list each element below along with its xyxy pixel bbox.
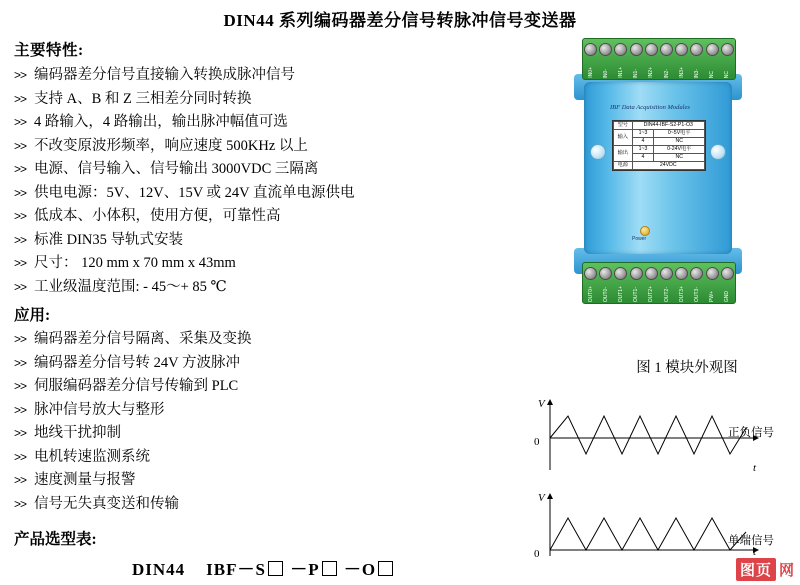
bullet-icon: >> (14, 332, 27, 346)
bullet-icon: >> (14, 256, 27, 270)
model-code-line (132, 555, 395, 580)
list-item (14, 64, 454, 88)
axis-label-voltage: V (538, 492, 545, 504)
list-item-label: 供电电源：5V、12V、15V 或 24V 直流单电源供电 (34, 184, 355, 201)
waveform-label: 正负信号 (728, 427, 774, 439)
list-item (14, 252, 454, 276)
model-code-3: －O (343, 560, 377, 579)
page-title: DIN44 系列编码器差分信号转脉冲信号变送器 (223, 11, 577, 30)
table-row (614, 122, 705, 130)
model-option-box-2 (322, 561, 337, 576)
screw-icon (721, 43, 734, 56)
axis-label-time: t (752, 462, 756, 474)
nameplate-value: 0~5V电平 (654, 130, 705, 138)
screw-icon (721, 267, 734, 280)
bullet-icon: >> (14, 162, 27, 176)
terminal-label: OUT0- (602, 287, 609, 302)
axis-label-time: t (752, 546, 756, 558)
table-row (614, 146, 705, 154)
list-item (14, 182, 454, 206)
bottom-terminal-screws (583, 265, 735, 281)
screw-icon (645, 43, 658, 56)
screw-icon (706, 43, 719, 56)
terminal-label: OUT1- (633, 287, 640, 302)
terminal-label: IN0+ (587, 67, 594, 78)
left-content-column (14, 38, 454, 516)
screw-icon (614, 267, 627, 280)
nameplate-channel: 4 (632, 138, 654, 146)
model-code-2: －P (290, 560, 320, 579)
model-option-box-3 (378, 561, 393, 576)
nameplate-label: 输出 (614, 146, 633, 162)
list-item (14, 135, 454, 159)
list-item-label: 编码器差分信号隔离、采集及变换 (34, 331, 252, 347)
list-item-label: 不改变原波形频率，响应速度 500KHz 以上 (34, 137, 308, 154)
list-item (14, 158, 454, 182)
screw-icon (660, 43, 673, 56)
list-item (14, 229, 454, 253)
bullet-icon: >> (14, 91, 27, 106)
screw-icon (614, 43, 627, 56)
features-heading: 主要特性: (14, 42, 84, 59)
list-item (14, 399, 454, 423)
list-item-label: 低成本、小体积，使用方便，可靠性高 (34, 208, 281, 224)
list-item (14, 88, 454, 112)
waveform-label: 单端信号 (728, 535, 774, 547)
list-item (14, 375, 454, 399)
terminal-label: IN3+ (678, 67, 685, 78)
top-terminal-block (582, 38, 736, 80)
list-item-label: 电机转速监测系统 (34, 448, 150, 465)
list-item (14, 111, 454, 135)
terminal-label: OUT2+ (648, 285, 655, 302)
terminal-label: IN1+ (617, 67, 624, 78)
list-item (14, 469, 454, 493)
bottom-terminal-block (582, 262, 736, 304)
table-row (614, 162, 705, 170)
bullet-icon: >> (14, 209, 27, 223)
list-item (14, 276, 454, 300)
list-item-label: 速度测量与报警 (34, 472, 136, 488)
model-option-box-1 (268, 561, 283, 576)
terminal-label: OUT2- (663, 287, 670, 302)
list-item (14, 352, 454, 376)
terminal-label: IN2+ (648, 67, 655, 78)
list-item-label: 伺服编码器差分信号传输到 PLC (34, 378, 239, 394)
nameplate-channel: 1~3 (632, 130, 654, 138)
bullet-icon: >> (14, 185, 27, 200)
bullet-icon: >> (14, 449, 27, 464)
axis-label-voltage: V (538, 398, 545, 410)
applications-heading: 应用: (14, 307, 51, 324)
list-item (14, 205, 454, 229)
screw-icon (675, 43, 688, 56)
watermark-text: 网 (778, 562, 794, 579)
terminal-label: OUT3- (693, 287, 700, 302)
terminal-label: PW+ (709, 291, 716, 302)
list-item (14, 422, 454, 446)
bullet-icon: >> (14, 402, 27, 417)
screw-icon (660, 267, 673, 280)
terminal-label: OUT0+ (587, 285, 594, 302)
figure-caption: 图 1 模块外观图 (636, 360, 738, 376)
list-item-label: 电源、信号输入、信号输出 3000VDC 三隔离 (34, 161, 319, 177)
bullet-icon: >> (14, 496, 27, 511)
list-item-label: 脉冲信号放大与整形 (34, 401, 165, 418)
bullet-icon: >> (14, 379, 27, 393)
bullet-icon: >> (14, 68, 27, 82)
screw-icon (706, 267, 719, 280)
terminal-label: NC (724, 70, 731, 78)
screw-icon (645, 267, 658, 280)
list-item (14, 328, 454, 352)
list-item-label: 尺寸： 120 mm x 70 mm x 43mm (34, 255, 236, 271)
bullet-icon: >> (14, 473, 27, 487)
module-nameplate (612, 120, 706, 171)
nameplate-label: 型号 (614, 122, 633, 130)
list-item-label: 4 路输入，4 路输出，输出脉冲幅值可选 (34, 114, 288, 130)
terminal-label: IN3- (693, 68, 700, 78)
screw-icon (690, 267, 703, 280)
nameplate-channel: 1~3 (632, 146, 654, 154)
screw-icon (630, 267, 643, 280)
model-selection-heading: 产品选型表: (14, 531, 97, 548)
brand-label: IBF Data Acquisition Modules (610, 104, 690, 111)
list-item-label: 编码器差分信号直接输入转换成脉冲信号 (34, 67, 295, 83)
waveform-chart-positive-negative (528, 398, 776, 482)
power-led-label: Power (632, 236, 647, 242)
nameplate-value: 0-24V电平 (654, 146, 705, 154)
list-item (14, 446, 454, 470)
terminal-label: OUT3+ (678, 285, 685, 302)
nameplate-label: 电源 (614, 162, 633, 170)
list-item-label: 标准 DIN35 导轨式安装 (34, 231, 184, 248)
nameplate-value: DIN44-IBF-S2-P1-O3 (632, 122, 704, 130)
list-item (14, 493, 454, 517)
terminal-label: NC (709, 70, 716, 78)
screw-icon (584, 43, 597, 56)
list-item-label: 支持 A、B 和 Z 三相差分同时转换 (34, 90, 252, 107)
bullet-icon: >> (14, 279, 27, 294)
terminal-label: GND (724, 290, 731, 302)
bullet-icon: >> (14, 232, 27, 247)
bullet-icon: >> (14, 138, 27, 153)
applications-list (14, 328, 454, 516)
bullet-icon: >> (14, 115, 27, 129)
model-prefix: DIN44 (132, 560, 186, 579)
nameplate-value: NC (654, 154, 705, 162)
bullet-icon: >> (14, 426, 27, 440)
top-terminal-labels (583, 58, 735, 78)
watermark (736, 558, 794, 581)
nameplate-channel: 4 (632, 154, 654, 162)
waveform-svg (528, 398, 776, 482)
screw-icon (584, 267, 597, 280)
terminal-label: IN2- (663, 68, 670, 78)
features-list (14, 64, 454, 299)
terminal-label: IN1- (633, 68, 640, 78)
list-item-label: 地线干扰抑制 (34, 425, 121, 441)
table-row (614, 130, 705, 138)
screw-icon (690, 43, 703, 56)
screw-icon (599, 267, 612, 280)
housing-screw-left-icon (590, 144, 606, 160)
watermark-badge: 图页 (736, 558, 776, 581)
nameplate-value: 24VDC (632, 162, 704, 170)
list-item-label: 信号无失真变送和传输 (34, 495, 179, 512)
nameplate-value: NC (654, 138, 705, 146)
module-photo (568, 36, 748, 302)
terminal-label: IN0- (602, 68, 609, 78)
nameplate-label: 输入 (614, 130, 633, 146)
terminal-label: OUT1+ (617, 285, 624, 302)
list-item-label: 编码器差分信号转 24V 方波脉冲 (34, 354, 240, 371)
screw-icon (675, 267, 688, 280)
list-item-label: 工业级温度范围: - 45～+ 85 ℃ (34, 278, 227, 295)
housing-screw-right-icon (710, 144, 726, 160)
model-code-1: IBF－S (206, 560, 266, 579)
bottom-terminal-labels (583, 282, 735, 302)
top-terminal-screws (583, 41, 735, 57)
screw-icon (599, 43, 612, 56)
screw-icon (630, 43, 643, 56)
power-led-icon (640, 226, 650, 236)
axis-origin-label: 0 (534, 436, 540, 448)
axis-origin-label: 0 (534, 548, 540, 560)
bullet-icon: >> (14, 355, 27, 370)
